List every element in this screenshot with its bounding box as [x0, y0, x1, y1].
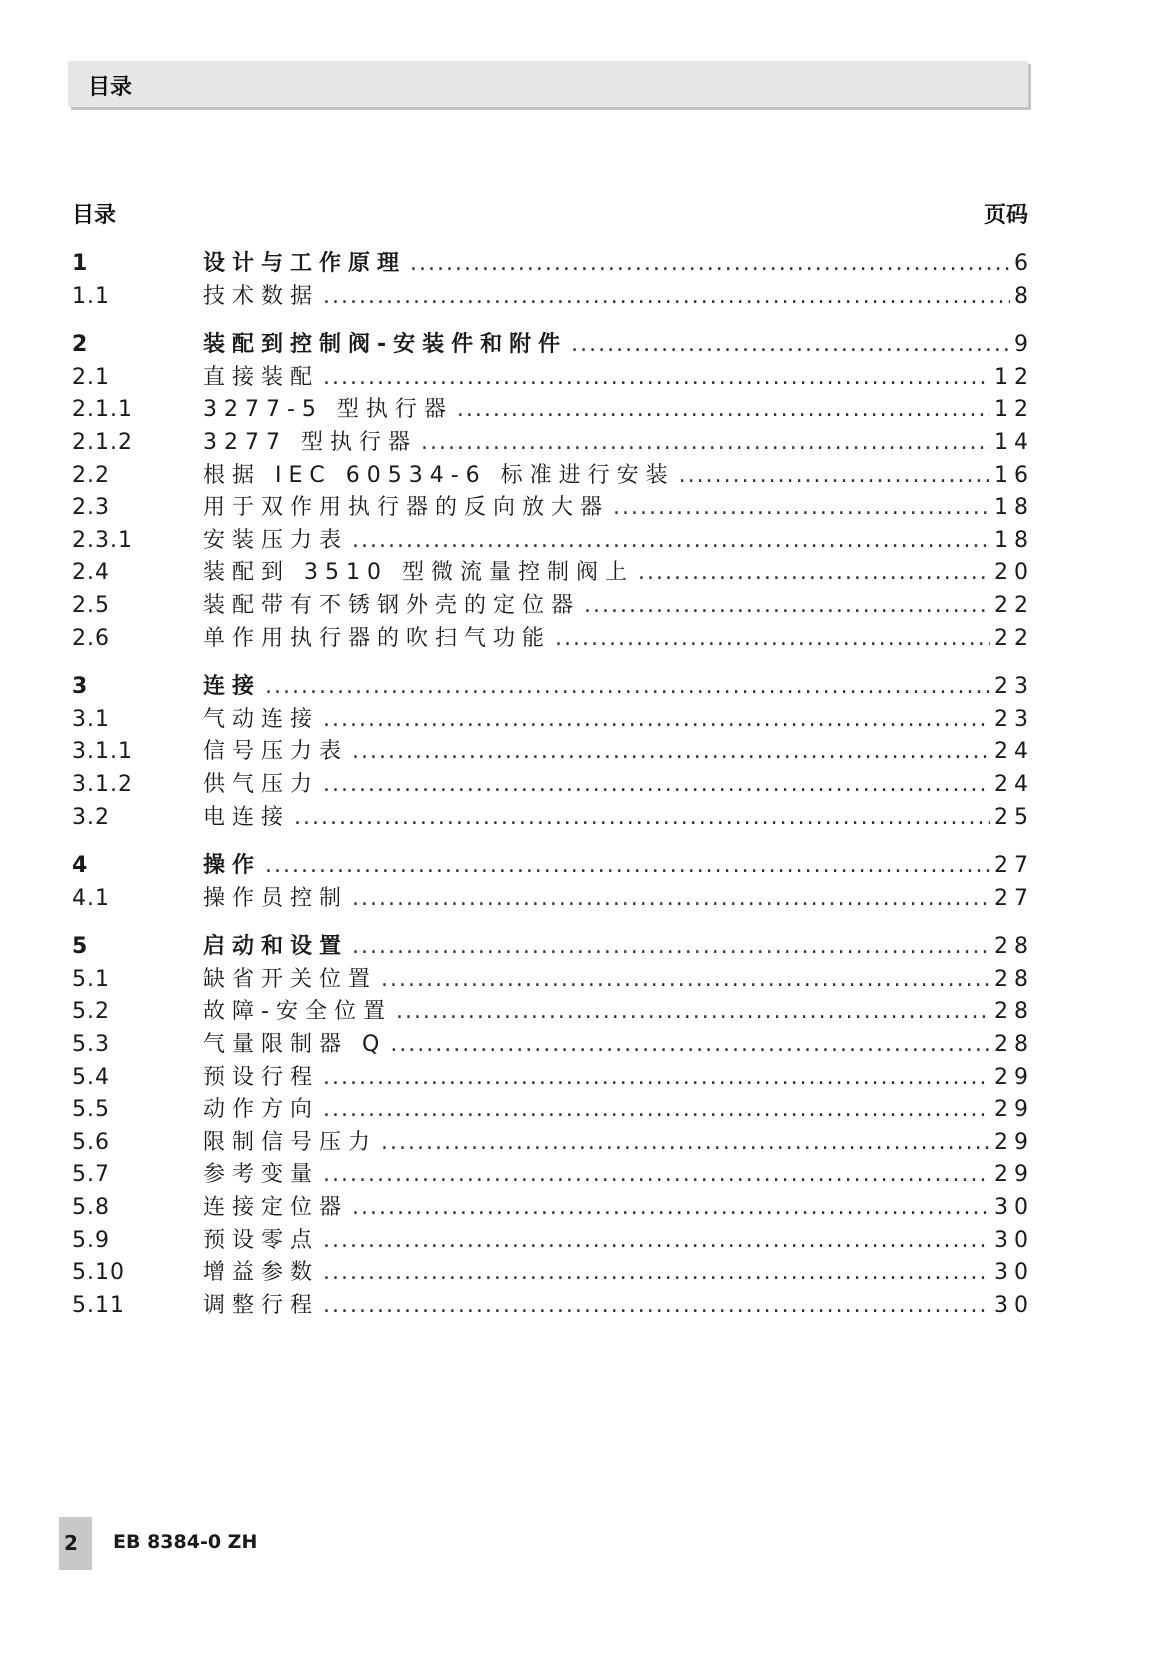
- dot-leader: [352, 525, 990, 558]
- toc-entry[interactable]: [72, 883, 1034, 916]
- toc-entry-page: 30: [994, 1227, 1034, 1253]
- dot-leader: [294, 802, 990, 835]
- toc-entry-page: 25: [994, 804, 1034, 830]
- toc-entry[interactable]: [72, 704, 1034, 737]
- toc-entry-page: 20: [994, 560, 1034, 586]
- toc-entry-page: 29: [994, 1129, 1034, 1155]
- toc-entry-page: 18: [994, 495, 1034, 521]
- toc-entry-title: 技术数据: [203, 283, 320, 309]
- toc-entry-title: 信号压力表: [203, 739, 349, 765]
- toc-entry-page: 28: [994, 1032, 1034, 1058]
- toc-entry[interactable]: [72, 964, 1034, 997]
- toc-section: [72, 248, 1034, 313]
- toc-entry-title: 根据 IEC 60534-6 标准进行安装: [203, 462, 675, 488]
- dot-leader: [323, 1094, 990, 1127]
- dot-leader: [584, 590, 990, 623]
- toc-section: [72, 850, 1034, 915]
- toc-entry-number: 5: [72, 934, 89, 960]
- toc-section: [72, 931, 1034, 1322]
- toc-entry-number: 2: [72, 332, 89, 358]
- toc-entry-number: 5.11: [72, 1292, 125, 1318]
- dot-leader: [457, 394, 990, 427]
- toc-entry-title: 连接定位器: [203, 1195, 349, 1221]
- dot-leader: [323, 769, 990, 802]
- dot-leader: [323, 1257, 990, 1290]
- toc-entry-number: 2.1: [72, 364, 110, 390]
- toc-entry[interactable]: [72, 1257, 1034, 1290]
- toc-entry-number: 3.1.1: [72, 739, 133, 765]
- footer-page-number: 2: [64, 1531, 78, 1555]
- toc-entry-number: 3.1: [72, 706, 110, 732]
- toc-entry-number: 5.3: [72, 1032, 110, 1058]
- toc-entry-page: 22: [994, 592, 1034, 618]
- toc-entry[interactable]: [72, 1127, 1034, 1160]
- toc-entry[interactable]: [72, 1094, 1034, 1127]
- toc-entry[interactable]: [72, 362, 1034, 395]
- toc-entry-number: 5.4: [72, 1064, 110, 1090]
- toc-entry[interactable]: [72, 1062, 1034, 1095]
- toc-entry-page: 27: [994, 885, 1034, 911]
- toc-entry-title: 装配到 3510 型微流量控制阀上: [203, 560, 634, 586]
- toc-entry-number: 5.5: [72, 1097, 110, 1123]
- toc-entry-title: 单作用执行器的吹扫气功能: [203, 625, 552, 651]
- toc-entry[interactable]: [72, 394, 1034, 427]
- toc-entry-title: 安装压力表: [203, 527, 349, 553]
- toc-entry-page: 18: [994, 527, 1034, 553]
- dot-leader: [352, 931, 990, 964]
- toc-entry-number: 5.2: [72, 999, 110, 1025]
- dot-leader: [396, 996, 990, 1029]
- toc-entry[interactable]: [72, 769, 1034, 802]
- toc-section: [72, 329, 1034, 655]
- toc-entry[interactable]: [72, 248, 1034, 281]
- toc-entry[interactable]: [72, 1192, 1034, 1225]
- toc-entry-title: 动作方向: [203, 1097, 320, 1123]
- toc-entry-page: 30: [994, 1195, 1034, 1221]
- toc-entry[interactable]: [72, 671, 1034, 704]
- toc-entry[interactable]: [72, 427, 1034, 460]
- toc-entry-page: 30: [994, 1292, 1034, 1318]
- dot-leader: [323, 1062, 990, 1095]
- toc-entry-number: 5.7: [72, 1162, 110, 1188]
- toc-entry-number: 2.4: [72, 560, 110, 586]
- toc-entry-page: 30: [994, 1260, 1034, 1286]
- toc-entry-page: 16: [994, 462, 1034, 488]
- toc-entry-number: 2.2: [72, 462, 110, 488]
- toc-entry-title: 缺省开关位置: [203, 966, 378, 992]
- toc-entry-page: 28: [994, 934, 1034, 960]
- toc-entry-title: 用于双作用执行器的反向放大器: [203, 495, 610, 521]
- dot-leader: [555, 623, 990, 656]
- table-of-contents: [72, 248, 1034, 1338]
- dot-leader: [381, 964, 990, 997]
- toc-entry-number: 3.1.2: [72, 771, 133, 797]
- toc-entry[interactable]: [72, 1225, 1034, 1258]
- toc-entry-title: 气量限制器 Q: [203, 1032, 387, 1058]
- toc-entry-page: 9: [1014, 332, 1034, 358]
- toc-entry-page: 12: [994, 397, 1034, 423]
- toc-entry-title: 3277-5 型执行器: [203, 397, 453, 423]
- toc-entry-page: 28: [994, 966, 1034, 992]
- toc-entry-title: 调整行程: [203, 1292, 320, 1318]
- dot-leader: [352, 1192, 990, 1225]
- toc-entry-number: 5.8: [72, 1195, 110, 1221]
- toc-entry-title: 预设行程: [203, 1064, 320, 1090]
- toc-entry-title: 预设零点: [203, 1227, 320, 1253]
- dot-leader: [613, 492, 990, 525]
- toc-entry-page: 12: [994, 364, 1034, 390]
- toc-entry-title: 增益参数: [203, 1260, 320, 1286]
- toc-entry[interactable]: [72, 525, 1034, 558]
- dot-leader: [381, 1127, 990, 1160]
- dot-leader: [410, 248, 1010, 281]
- toc-entry[interactable]: [72, 623, 1034, 656]
- dot-leader: [265, 671, 990, 704]
- toc-entry[interactable]: [72, 281, 1034, 314]
- toc-entry[interactable]: [72, 1029, 1034, 1062]
- toc-entry-title: 供气压力: [203, 771, 320, 797]
- toc-entry-title: 直接装配: [203, 364, 320, 390]
- toc-entry-page: 24: [994, 739, 1034, 765]
- toc-entry[interactable]: [72, 1290, 1034, 1323]
- dot-leader: [390, 1029, 990, 1062]
- footer-doc-code: EB 8384-0 ZH: [113, 1531, 258, 1553]
- toc-entry-page: 22: [994, 625, 1034, 651]
- toc-entry-page: 29: [994, 1162, 1034, 1188]
- toc-entry-number: 4: [72, 853, 89, 879]
- toc-entry-page: 28: [994, 999, 1034, 1025]
- toc-entry-number: 2.1.2: [72, 429, 133, 455]
- dot-leader: [571, 329, 1010, 362]
- toc-entry-page: 24: [994, 771, 1034, 797]
- toc-entry-number: 3: [72, 674, 89, 700]
- dot-leader: [323, 704, 990, 737]
- header-bar: [68, 61, 1028, 107]
- dot-leader: [323, 362, 990, 395]
- toc-entry[interactable]: [72, 492, 1034, 525]
- toc-entry-title: 电连接: [203, 804, 291, 830]
- toc-entry-number: 1: [72, 251, 89, 276]
- toc-entry-title: 参考变量: [203, 1162, 320, 1188]
- toc-entry-page: 14: [994, 429, 1034, 455]
- toc-entry-number: 4.1: [72, 885, 110, 911]
- dot-leader: [323, 1159, 990, 1192]
- toc-entry-page: 6: [1014, 251, 1034, 276]
- toc-entry-title: 3277 型执行器: [203, 429, 417, 455]
- page-column-heading: 页码: [983, 203, 1028, 228]
- toc-entry[interactable]: [72, 802, 1034, 835]
- toc-entry-title: 气动连接: [203, 706, 320, 732]
- dot-leader: [679, 460, 990, 493]
- toc-entry[interactable]: [72, 996, 1034, 1029]
- dot-leader: [323, 1225, 990, 1258]
- toc-entry[interactable]: [72, 736, 1034, 769]
- toc-entry-title: 连接: [203, 674, 262, 700]
- toc-entry-page: 23: [994, 706, 1034, 732]
- toc-entry[interactable]: [72, 329, 1034, 362]
- toc-entry-number: 2.5: [72, 592, 110, 618]
- toc-entry-page: 27: [994, 853, 1034, 879]
- dot-leader: [265, 850, 990, 883]
- toc-entry-number: 5.10: [72, 1260, 125, 1286]
- toc-entry-number: 3.2: [72, 804, 110, 830]
- toc-entry-number: 2.3: [72, 495, 110, 521]
- dot-leader: [323, 281, 1010, 314]
- dot-leader: [323, 1290, 990, 1323]
- toc-entry[interactable]: [72, 460, 1034, 493]
- dot-leader: [352, 883, 990, 916]
- toc-entry-number: 5.6: [72, 1129, 110, 1155]
- header-title: 目录: [88, 75, 133, 100]
- toc-entry[interactable]: [72, 590, 1034, 623]
- toc-entry[interactable]: [72, 557, 1034, 590]
- toc-entry-number: 1.1: [72, 283, 110, 309]
- toc-section: [72, 671, 1034, 834]
- toc-entry-page: 29: [994, 1064, 1034, 1090]
- toc-entry-title: 装配带有不锈钢外壳的定位器: [203, 592, 581, 618]
- toc-entry-title: 故障-安全位置: [203, 999, 392, 1025]
- dot-leader: [421, 427, 990, 460]
- toc-entry-title: 操作: [203, 853, 262, 879]
- toc-entry-page: 8: [1014, 283, 1034, 309]
- toc-entry-title: 限制信号压力: [203, 1129, 378, 1155]
- toc-entry-title: 操作员控制: [203, 885, 349, 911]
- toc-entry-number: 5.1: [72, 966, 110, 992]
- toc-entry-title: 启动和设置: [203, 934, 349, 960]
- toc-entry[interactable]: [72, 850, 1034, 883]
- toc-entry[interactable]: [72, 931, 1034, 964]
- dot-leader: [352, 736, 990, 769]
- toc-entry[interactable]: [72, 1159, 1034, 1192]
- toc-entry-number: 5.9: [72, 1227, 110, 1253]
- toc-entry-number: 2.6: [72, 625, 110, 651]
- toc-heading: 目录: [72, 203, 117, 228]
- dot-leader: [638, 557, 990, 590]
- toc-entry-title: 装配到控制阀-安装件和附件: [203, 332, 568, 358]
- toc-entry-number: 2.3.1: [72, 527, 133, 553]
- toc-entry-page: 23: [994, 674, 1034, 700]
- toc-entry-number: 2.1.1: [72, 397, 133, 423]
- toc-entry-page: 29: [994, 1097, 1034, 1123]
- toc-entry-title: 设计与工作原理: [203, 251, 407, 276]
